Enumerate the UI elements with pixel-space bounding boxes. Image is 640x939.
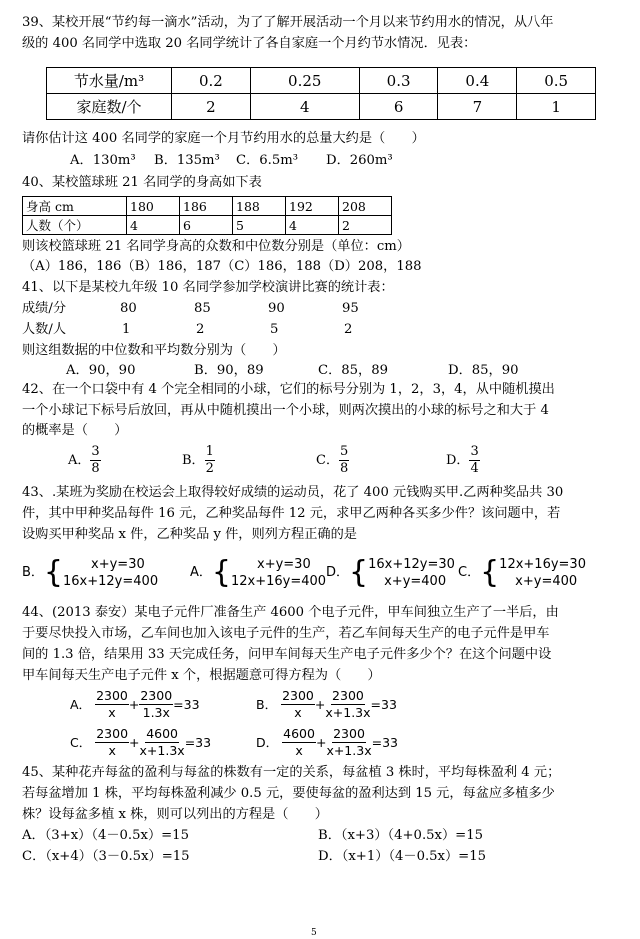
q42-line3: 的概率是（ ）	[22, 423, 128, 438]
q39-line1: 39、某校开展“节约每一滴水”活动，为了了解开展活动一个月以来节约用水的情况，从八年	[22, 15, 554, 30]
table-cell: 7	[438, 94, 517, 120]
q45-line1: 45、某种花卉每盆的盈利与每盆的株数有一定的关系，每盆植 3 株时，平均每株盈利 4 元；	[22, 765, 561, 780]
option-label: D．	[326, 565, 350, 580]
equation: 16x+12y=400	[63, 574, 159, 589]
q43-option-c	[458, 556, 586, 590]
plus-sign: +	[314, 696, 326, 712]
fraction-denominator: 8	[91, 461, 100, 476]
q41-option-c: C．85，89	[318, 363, 389, 378]
q43-option-b	[22, 556, 158, 590]
q40-table	[22, 196, 392, 235]
q41-option-a: A．90，90	[66, 363, 136, 378]
option-label: D．	[256, 734, 279, 750]
q45-line3: 株？设每盆多植 x 株，则可以列出的方程是（ ）	[22, 807, 328, 822]
table-cell: 180	[127, 197, 180, 216]
equation-rhs: =33	[184, 734, 212, 750]
fraction-denominator: 8	[339, 461, 349, 476]
q45-option-d: D．（x+1）（4－0.5x）=15	[318, 849, 487, 864]
fraction-numerator: 4600	[283, 726, 315, 741]
table-cell: 208	[339, 197, 392, 216]
fraction-denominator: x	[295, 743, 303, 758]
table-row	[47, 94, 596, 120]
q39-question: 请你估计这 400 名同学的家庭一个月节约用水的总量大约是（ ）	[22, 131, 425, 146]
fraction-denominator: x+1.3x	[325, 705, 371, 720]
equation: x+y=400	[384, 574, 447, 589]
option-label: C．	[458, 565, 481, 580]
table-cell: 6	[359, 94, 438, 120]
q43-line1: 43、.某班为奖励在校运会上取得较好成绩的运动员，花了 400 元钱购买甲.乙两种奖品共 30	[22, 485, 564, 500]
q40-options: （A）186，186（B）186，187（C）186，188（D）208，188	[22, 259, 422, 274]
table-cell: 1	[517, 94, 596, 120]
equation: 16x+12y=30	[368, 557, 455, 572]
equation-rhs: =33	[370, 696, 397, 712]
fraction-numerator: 4600	[146, 726, 179, 741]
q44-line4: 甲车间每天生产电子元件 x 个，根据题意可得方程为（ ）	[22, 668, 381, 683]
table-cell: 0.2	[172, 68, 251, 94]
q44-line3: 间的 1.3 倍，结果用 33 天完成任务，问甲车间每天生产电子元件多少个？在这个问题中设	[22, 647, 552, 662]
option-label: D．	[446, 452, 470, 468]
q43-option-d	[326, 556, 455, 590]
option-label: A．	[190, 565, 212, 580]
q44-line1: 44、(2013 泰安）某电子元件厂准备生产 4600 个电子元件，甲车间独立生产了一半后，由	[22, 605, 559, 620]
q43-line2: 件，其中甲种奖品每件 16 元，乙种奖品每件 12 元，求甲乙两种各买多少件？该问题中，若	[22, 506, 561, 521]
option-label: B．	[22, 565, 44, 580]
q44-option-b	[256, 688, 397, 721]
option-label: B．	[182, 452, 205, 468]
q44-option-d	[256, 726, 398, 759]
plus-sign: +	[129, 734, 140, 750]
fraction-numerator: 5	[339, 444, 349, 459]
equation: x+y=400	[515, 574, 578, 589]
table-cell: 4	[286, 216, 339, 235]
table-cell: 0.25	[250, 68, 359, 94]
fraction-denominator: 1.3x	[142, 705, 170, 720]
table-cell: 0.4	[438, 68, 517, 94]
fraction-numerator: 2300	[140, 688, 173, 703]
table-cell: 家庭数/个	[47, 94, 172, 120]
equation: 12x+16y=30	[499, 557, 586, 572]
q44-line2: 于要尽快投入市场，乙车间也加入该电子元件的生产，若乙车间每天生产的电子元件是甲车	[22, 626, 550, 641]
q41-row1-cell: 95	[342, 301, 359, 316]
equation: x+y=30	[91, 557, 145, 572]
q45-option-a: A．（3+x）（4－0.5x）=15	[22, 828, 189, 843]
q41-row2-cell: 2	[344, 322, 353, 337]
equation: x+y=30	[257, 557, 311, 572]
q42-line1: 42、在一个口袋中有 4 个完全相同的小球，它们的标号分别为 1，2，3，4，从中随机摸出	[22, 382, 555, 397]
fraction-denominator: 2	[205, 461, 214, 476]
option-label: A．	[70, 696, 92, 712]
q44-option-c	[70, 726, 211, 759]
option-label: C．	[316, 452, 339, 468]
q40-question: 则该校篮球班 21 名同学身高的众数和中位数分别是（单位：cm）	[22, 239, 410, 254]
q44-option-a	[70, 688, 200, 721]
fraction-numerator: 2300	[333, 726, 365, 741]
fraction-denominator: x	[294, 705, 302, 720]
table-cell: 身高 cm	[23, 197, 127, 216]
q41-row1-label: 成绩/分	[22, 301, 67, 316]
q42-option-d	[446, 444, 480, 477]
table-row	[23, 197, 392, 216]
fraction-denominator: x+1.3x	[326, 743, 372, 758]
table-cell: 5	[233, 216, 286, 235]
table-cell: 188	[233, 197, 286, 216]
q39-line2: 级的 400 名同学中选取 20 名同学统计了各自家庭一个月约节水情况．见表：	[22, 36, 477, 51]
fraction-numerator: 2300	[96, 688, 128, 703]
q41-option-d: D．85，90	[448, 363, 519, 378]
fraction-numerator: 2300	[96, 726, 129, 741]
q39-table	[46, 67, 596, 120]
option-label: B．	[256, 696, 278, 712]
equation: 12x+16y=400	[231, 574, 327, 589]
q41-row1-cell: 85	[194, 301, 211, 316]
table-cell: 0.5	[517, 68, 596, 94]
q42-option-c	[316, 444, 349, 477]
q41-row2-cell: 2	[196, 322, 205, 337]
table-cell: 节水量/m³	[47, 68, 172, 94]
q41-row2-cell: 5	[270, 322, 279, 337]
table-row	[23, 216, 392, 235]
table-cell: 4	[127, 216, 180, 235]
option-label: A．	[68, 452, 91, 468]
page-number: 5	[311, 928, 317, 938]
q45-option-b: B．（x+3）（4+0.5x）=15	[318, 828, 483, 843]
fraction-numerator: 3	[470, 444, 479, 459]
q45-option-c: C．（x+4）（3－0.5x）=15	[22, 849, 190, 864]
q43-line3: 设购买甲种奖品 x 件，乙种奖品 y 件，则列方程正确的是	[22, 527, 357, 542]
table-cell: 186	[180, 197, 233, 216]
q41-title: 41、以下是某校九年级 10 名同学参加学校演讲比赛的统计表：	[22, 280, 394, 295]
q42-line2: 一个小球记下标号后放回，再从中随机摸出一个小球，则两次摸出的小球的标号之和大于 4	[22, 403, 549, 418]
q41-row1-cell: 90	[268, 301, 285, 316]
fraction-numerator: 2300	[332, 688, 364, 703]
equation-rhs: =33	[173, 696, 200, 712]
table-row	[47, 68, 596, 94]
plus-sign: +	[128, 696, 140, 712]
equation-rhs: =33	[371, 734, 398, 750]
table-cell: 192	[286, 197, 339, 216]
brace-icon: {	[480, 555, 500, 590]
q39-option-b: B．135m³	[154, 153, 220, 168]
q42-option-a	[68, 444, 101, 477]
q39-option-c: C．6.5m³	[236, 153, 299, 168]
q45-line2: 若每盆增加 1 株，平均每株盈利减少 0.5 元，要使每盆的盈利达到 15 元，每盆应多植多少	[22, 786, 555, 801]
plus-sign: +	[315, 734, 327, 750]
brace-icon: {	[43, 555, 64, 590]
fraction-denominator: x+1.3x	[139, 743, 185, 758]
table-cell: 2	[172, 94, 251, 120]
brace-icon: {	[349, 555, 369, 590]
fraction-denominator: 4	[470, 461, 479, 476]
q39-option-a: A．130m³	[70, 153, 136, 168]
q41-row2-cell: 1	[122, 322, 131, 337]
table-cell: 人数（个）	[23, 216, 127, 235]
q41-option-b: B．90，89	[194, 363, 264, 378]
fraction-numerator: 2300	[282, 688, 314, 703]
fraction-numerator: 3	[91, 444, 100, 459]
q41-row2-label: 人数/人	[22, 322, 67, 337]
fraction-numerator: 1	[205, 444, 214, 459]
table-cell: 6	[180, 216, 233, 235]
q41-row1-cell: 80	[120, 301, 137, 316]
table-cell: 0.3	[359, 68, 438, 94]
q43-option-a	[190, 556, 326, 590]
q42-option-b	[182, 444, 215, 477]
q39-option-d: D．260m³	[326, 153, 393, 168]
table-cell: 2	[339, 216, 392, 235]
brace-icon: {	[211, 555, 231, 590]
q40-title: 40、某校篮球班 21 名同学的身高如下表	[22, 175, 262, 190]
q41-question: 则这组数据的中位数和平均数分别为（ ）	[22, 343, 286, 358]
option-label: C．	[70, 734, 92, 750]
fraction-denominator: x	[108, 705, 116, 720]
fraction-denominator: x	[108, 743, 116, 758]
table-cell: 4	[250, 94, 359, 120]
